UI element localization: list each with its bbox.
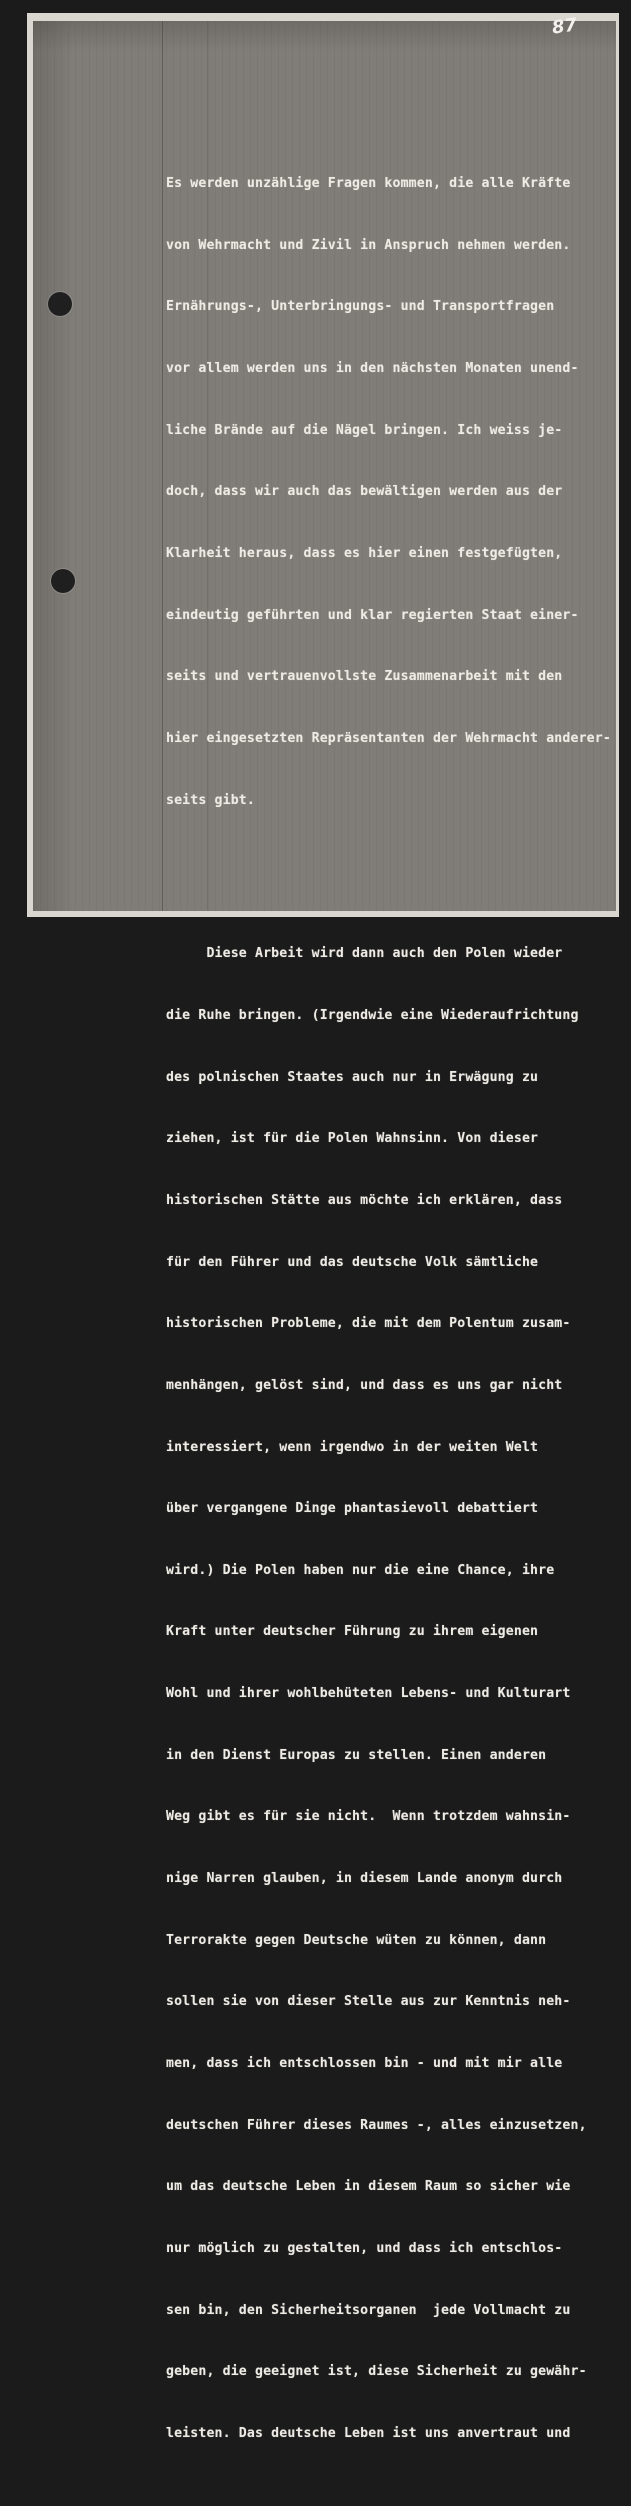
- text-line: sen bin, den Sicherheitsorganen jede Vollmacht zu: [166, 2302, 571, 2318]
- punch-hole-icon: [48, 292, 72, 316]
- handwritten-page-number: 87: [550, 14, 579, 39]
- text-line: für den Führer und das deutsche Volk sämtliche: [166, 1254, 539, 1270]
- text-line: von Wehrmacht und Zivil in Anspruch nehmen werden.: [166, 237, 571, 253]
- text-line: vor allem werden uns in den nächsten Monaten unend-: [166, 361, 579, 377]
- text-line: deutschen Führer dieses Raumes -, alles einzusetzen,: [166, 2117, 587, 2133]
- text-line: interessiert, wenn irgendwo in der weiten Welt: [166, 1439, 539, 1455]
- text-line: Klarheit heraus, dass es hier einen festgefügten,: [166, 546, 563, 562]
- text-line: eindeutig geführten und klar regierten Staat einer-: [166, 607, 579, 623]
- text-line: men, dass ich entschlossen bin - und mit mir alle: [166, 2055, 563, 2071]
- text-line: Diese Arbeit wird dann auch den Polen wieder: [166, 946, 563, 962]
- text-line: ziehen, ist für die Polen Wahnsinn. Von dieser: [166, 1131, 539, 1147]
- text-line: historischen Probleme, die mit dem Polentum zusam-: [166, 1316, 571, 1332]
- paragraph-1: [166, 133, 626, 852]
- text-line: die Ruhe bringen. (Irgendwie eine Wiederaufrichtung: [166, 1008, 579, 1024]
- text-line: leisten. Das deutsche Leben ist uns anvertraut und: [166, 2425, 571, 2441]
- text-line: hier eingesetzten Repräsentanten der Wehrmacht anderer-: [166, 730, 611, 746]
- text-line: seits und vertrauenvollste Zusammenarbeit mit den: [166, 669, 563, 685]
- text-line: des polnischen Staates auch nur in Erwägung zu: [166, 1069, 539, 1085]
- punch-hole-icon: [51, 569, 75, 593]
- text-line: menhängen, gelöst sind, und dass es uns gar nicht: [166, 1377, 563, 1393]
- text-line: Weg gibt es für sie nicht. Wenn trotzdem wahnsin-: [166, 1809, 571, 1825]
- text-line: historischen Stätte aus möchte ich erklären, dass: [166, 1192, 563, 1208]
- text-line: Wohl und ihrer wohlbehüteten Lebens- und Kulturart: [166, 1686, 571, 1702]
- text-line: Es werden unzählige Fragen kommen, die alle Kräfte: [166, 176, 571, 192]
- text-line: Ernährungs-, Unterbringungs- und Transportfragen: [166, 299, 555, 315]
- typewritten-text: [166, 92, 626, 2506]
- text-line: über vergangene Dinge phantasievoll debattiert: [166, 1501, 539, 1517]
- paragraph-2: [166, 903, 626, 2485]
- text-line: nige Narren glauben, in diesem Lande anonym durch: [166, 1871, 563, 1887]
- text-line: wird.) Die Polen haben nur die eine Chance, ihre: [166, 1562, 555, 1578]
- text-line: sollen sie von dieser Stelle aus zur Kenntnis neh-: [166, 1994, 571, 2010]
- text-line: doch, dass wir auch das bewältigen werden aus der: [166, 484, 563, 500]
- text-line: seits gibt.: [166, 792, 255, 808]
- text-line: um das deutsche Leben in diesem Raum so sicher wie: [166, 2179, 571, 2195]
- text-line: nur möglich zu gestalten, und dass ich entschlos-: [166, 2240, 563, 2256]
- text-line: liche Brände auf die Nägel bringen. Ich weiss je-: [166, 422, 563, 438]
- text-line: in den Dienst Europas zu stellen. Einen anderen: [166, 1747, 547, 1763]
- text-line: Kraft unter deutscher Führung zu ihrem eigenen: [166, 1624, 539, 1640]
- text-line: geben, die geeignet ist, diese Sicherheit zu gewähr-: [166, 2364, 587, 2380]
- text-line: Terrorakte gegen Deutsche wüten zu können, dann: [166, 1932, 547, 1948]
- fold-line: [162, 21, 163, 911]
